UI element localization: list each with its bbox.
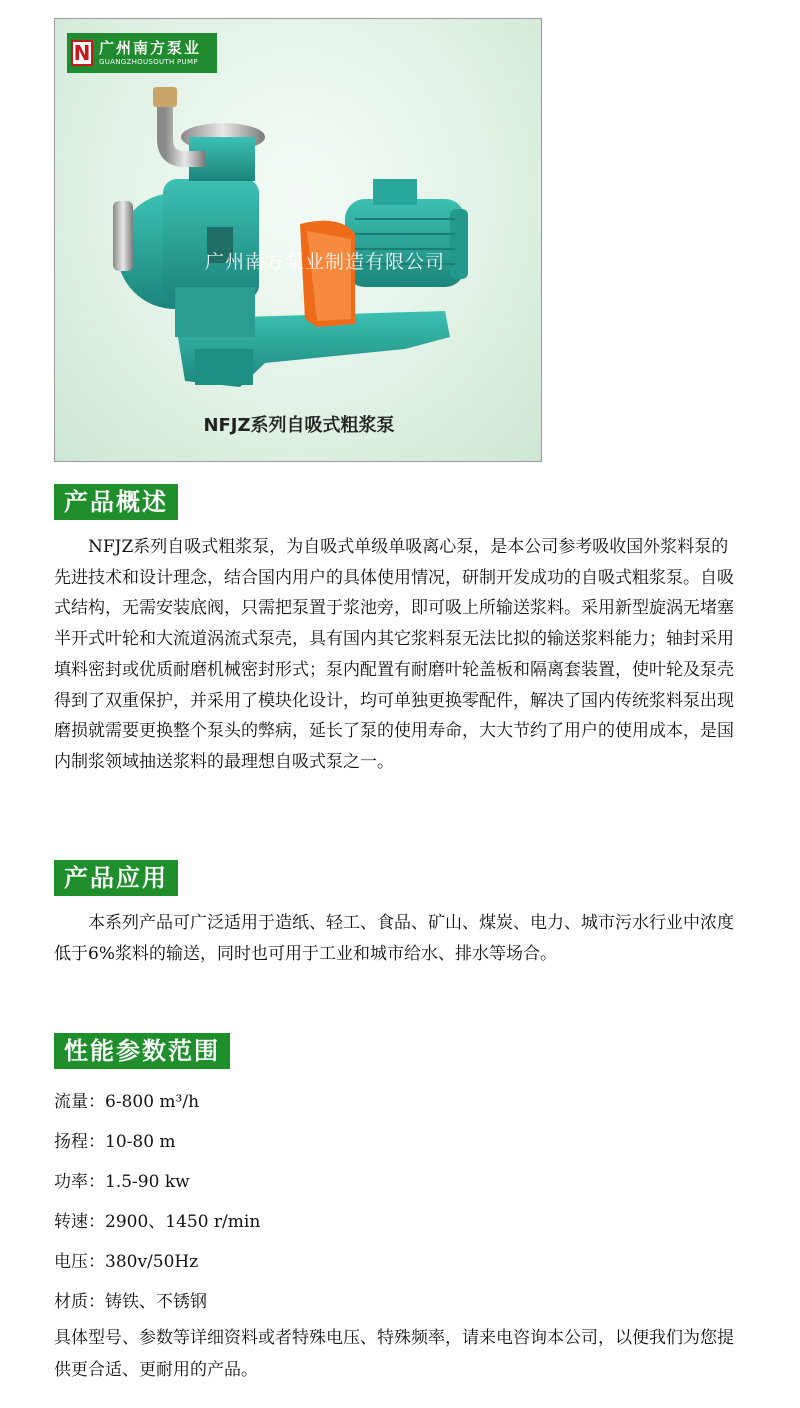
spec-head: 扬程：10-80 m: [54, 1132, 176, 1152]
company-logo: [67, 33, 217, 73]
application-heading: 产品应用: [54, 860, 178, 896]
spec-power: 功率：1.5-90 kw: [54, 1172, 190, 1192]
photo-watermark: 广州南方泵业制造有限公司: [204, 251, 445, 273]
pump-illustration: [55, 19, 542, 462]
application-text: 本系列产品可广泛适用于造纸、轻工、食品、矿山、煤炭、电力、城市污水行业中浓度低于6%浆料的输送，同时也可用于工业和城市给水、排水等场合。: [54, 913, 734, 964]
spec-voltage: 电压：380v/50Hz: [54, 1252, 199, 1272]
spec-list: [54, 1082, 754, 1322]
contact-note: 具体型号、参数等详细资料或者特殊电压、特殊频率，请来电咨询本公司，以便我们为您提供更合适、更耐用的产品。: [54, 1328, 734, 1380]
logo-chinese-name: 广州南方泵业: [99, 39, 202, 57]
spec-flow: 流量：6-800 m³/h: [54, 1092, 200, 1112]
overview-heading: 产品概述: [54, 484, 178, 520]
spec-material: 材质：铸铁、不锈钢: [54, 1292, 207, 1312]
logo-mark: N: [71, 40, 93, 66]
product-photo: [54, 18, 542, 462]
performance-heading: 性能参数范围: [54, 1033, 230, 1069]
spec-speed: 转速：2900、1450 r/min: [54, 1212, 261, 1232]
logo-english-name: GUANGZHOUSOUTH PUMP: [99, 58, 198, 66]
overview-text: NFJZ系列自吸式粗浆泵，为自吸式单级单吸离心泵，是本公司参考吸收国外浆料泵的先进技术和设计理念，结合国内用户的具体使用情况，研制开发成功的自吸式粗浆泵。自吸式结构，无需安装底阀，只需把泵置于浆池旁，即可吸上所输送浆料。采用新型旋涡无堵塞半开式叶轮和大流道涡流式泵壳，具有国内其它浆料泵无法比拟的输送浆料能力；轴封采用填料密封或优质耐磨机械密封形式；泵内配置有耐磨叶轮盖板和隔离套装置，使叶轮及泵壳得到了双重保护，并采用了模块化设计，均可单独更换零配件，解决了国内传统浆料泵出现磨损就需要更换整个泵头的弊病，延长了泵的使用寿命，大大节约了用户的使用成本，是国内制浆领域抽送浆料的最理想自吸式泵之一。: [54, 537, 734, 772]
photo-caption: NFJZ系列自吸式粗浆泵: [203, 415, 395, 436]
